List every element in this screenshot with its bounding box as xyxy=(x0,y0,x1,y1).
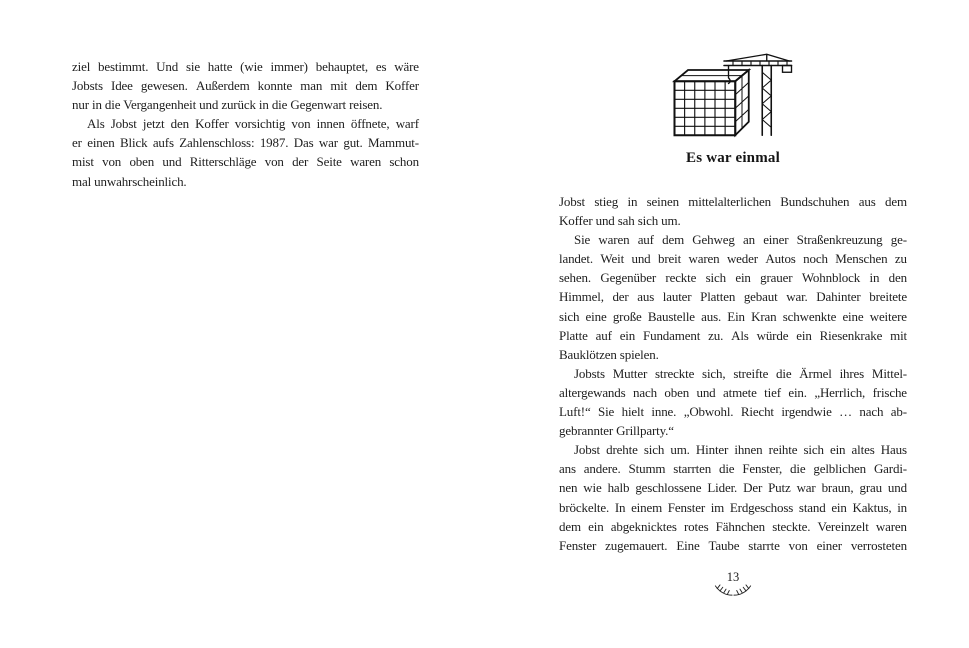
text-line: Himmel, der aus lauter Platten gebaut war. Dahinter breitete xyxy=(559,289,907,305)
text-line: Platte auf ein Fundament zu. Als würde ein Riesenkrake mit xyxy=(559,327,907,343)
text-line: Jobsts Mutter streckte sich, streifte die Ärmel ihres Mittel- xyxy=(574,365,907,381)
text-line: Bauklötzen spielen. xyxy=(559,346,659,362)
text-line: gebrannter Grillparty.“ xyxy=(559,423,674,439)
text-line: ans andere. Stumm starrten die Fenster, die gelblichen Gardi- xyxy=(559,461,907,477)
laurel-ornament-icon xyxy=(559,584,907,597)
page-number: 13 xyxy=(726,570,740,584)
text-line: nur in die Vergangenheit und zurück in die Gegenwart reisen. xyxy=(72,97,383,113)
page-number-container xyxy=(559,570,907,597)
chapter-illustration xyxy=(559,52,907,142)
text-line: Fenster zugemauert. Eine Taube starrte von einer verrosteten xyxy=(559,537,907,553)
text-line: mist von oben und Ritterschläge von der Seite waren schon xyxy=(72,154,419,170)
text-line: Koffer und sah sich um. xyxy=(559,213,681,229)
chapter-title: Es war einmal xyxy=(686,150,780,166)
text-line: Als Jobst jetzt den Koffer vorsichtig von innen öffnete, warf xyxy=(87,116,419,132)
text-line: Luft!“ Sie hielt inne. „Obwohl. Riecht irgendwie … nach ab- xyxy=(559,404,907,420)
right-page-text xyxy=(559,192,907,555)
text-line: dem ein abgeknicktes rotes Fähnchen steckte. Vereinzelt waren xyxy=(559,518,907,534)
left-page-text xyxy=(72,57,419,191)
text-line: Jobst drehte sich um. Hinter ihnen reihte sich ein altes Haus xyxy=(574,442,907,458)
text-line: sich eine große Baustelle aus. Ein Kran schwenkte eine weitere xyxy=(559,308,907,324)
text-line: nen wie halb geschlossene Lider. Der Putz war braun, grau und xyxy=(559,480,907,496)
text-line: ziel bestimmt. Und sie hatte (wie immer) behauptet, es wäre xyxy=(72,59,419,74)
text-line: er einen Blick aufs Zahlenschloss: 1987. Das war gut. Mammut- xyxy=(72,135,419,151)
text-line: Sie waren auf dem Gehweg an einer Straßenkreuzung ge- xyxy=(574,232,907,248)
text-line: Jobsts Idee gewesen. Außerdem konnte man mit dem Koffer xyxy=(72,78,419,94)
text-line: sehen. Gegenüber reckte sich ein grauer Wohnblock in den xyxy=(559,270,907,286)
building-crane-icon xyxy=(670,52,796,142)
text-line: bröckelte. In einem Fenster im Erdgeschoss stand ein Kaktus, in xyxy=(559,499,907,515)
text-line: mal unwahrscheinlich. xyxy=(72,173,187,189)
text-line: altergewands nach oben und atmete tief ein. „Herrlich, frische xyxy=(559,384,907,400)
text-line: landet. Weit und breit waren weder Autos noch Menschen zu xyxy=(559,251,907,267)
text-line: Jobst stieg in seinen mittelalterlichen Bundschuhen aus dem xyxy=(559,194,907,209)
